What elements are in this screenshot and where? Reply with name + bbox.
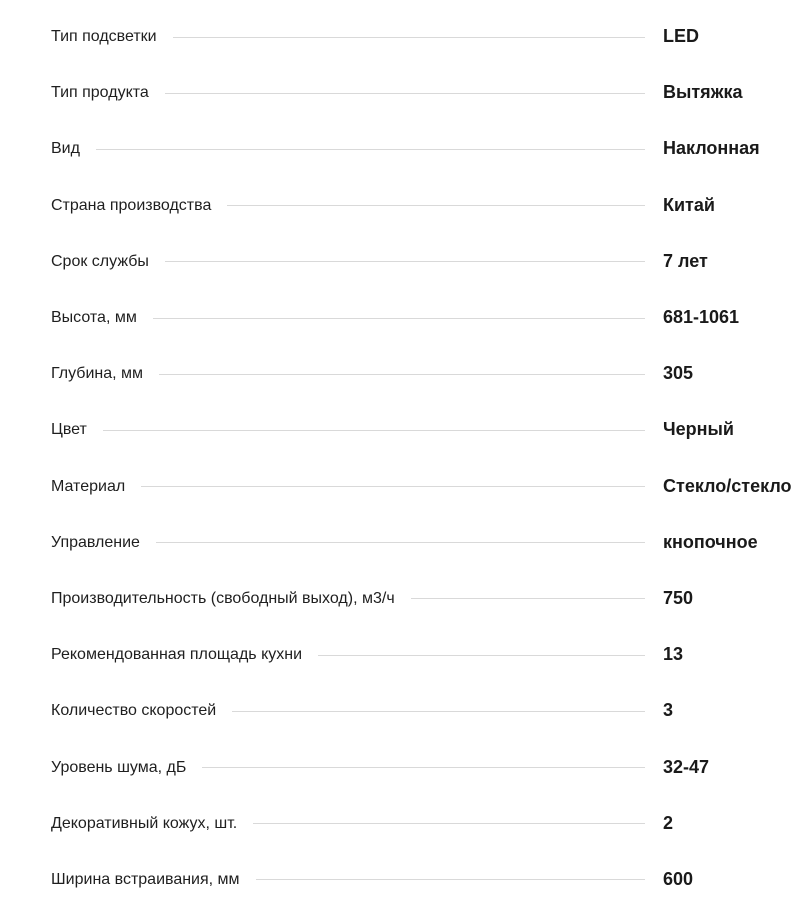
- spec-value: 3: [663, 700, 674, 721]
- spec-label: Страна производства: [51, 196, 212, 214]
- spec-value: Стекло/стекло: [663, 475, 792, 496]
- spec-leader-line: [153, 318, 645, 319]
- spec-leader-line: [411, 598, 645, 599]
- spec-label: Декоративный кожух, шт.: [51, 814, 238, 832]
- spec-row-material: [51, 459, 811, 515]
- spec-leader-line: [227, 205, 645, 206]
- spec-row-mounting-width: [51, 852, 811, 908]
- spec-value: 600: [663, 868, 694, 889]
- spec-row-product-type: [51, 65, 811, 121]
- spec-row-performance: [51, 571, 811, 627]
- spec-label: Рекомендованная площадь кухни: [51, 646, 303, 664]
- spec-label: Управление: [51, 533, 140, 551]
- spec-row-kitchen-area: [51, 627, 811, 683]
- spec-value: 305: [663, 363, 694, 384]
- spec-label: Производительность (свободный выход), м3/ч: [51, 589, 395, 607]
- spec-label: Тип продукта: [51, 84, 149, 102]
- spec-value: Наклонная: [663, 138, 760, 159]
- spec-row-color: [51, 402, 811, 458]
- spec-value: 750: [663, 587, 694, 608]
- spec-row-backlight-type: [51, 9, 811, 65]
- spec-row-speeds: [51, 683, 811, 739]
- spec-value: 7 лет: [663, 250, 708, 271]
- spec-value: 681-1061: [663, 307, 740, 328]
- spec-value: 32-47: [663, 756, 710, 777]
- spec-row-height: [51, 290, 811, 346]
- spec-leader-line: [165, 261, 645, 262]
- spec-row-decorative-cover: [51, 796, 811, 852]
- spec-value: Китай: [663, 194, 715, 215]
- spec-leader-line: [103, 430, 645, 431]
- spec-leader-line: [96, 149, 645, 150]
- spec-value: Вытяжка: [663, 82, 743, 103]
- spec-row-kind: [51, 121, 811, 177]
- spec-label: Тип подсветки: [51, 28, 157, 46]
- spec-value: 2: [663, 812, 674, 833]
- spec-label: Уровень шума, дБ: [51, 758, 187, 776]
- spec-value: LED: [663, 26, 699, 47]
- spec-value: кнопочное: [663, 531, 758, 552]
- spec-leader-line: [256, 879, 645, 880]
- spec-label: Материал: [51, 477, 126, 495]
- specifications-list: [51, 9, 811, 908]
- spec-row-service-life: [51, 234, 811, 290]
- spec-label: Цвет: [51, 421, 87, 439]
- spec-leader-line: [156, 542, 645, 543]
- spec-leader-line: [141, 486, 645, 487]
- spec-leader-line: [232, 711, 645, 712]
- spec-label: Вид: [51, 140, 80, 158]
- spec-label: Высота, мм: [51, 309, 137, 327]
- spec-row-control: [51, 515, 811, 571]
- spec-leader-line: [253, 823, 645, 824]
- spec-leader-line: [159, 374, 645, 375]
- spec-label: Количество скоростей: [51, 702, 217, 720]
- spec-row-country: [51, 178, 811, 234]
- spec-label: Ширина встраивания, мм: [51, 870, 240, 888]
- spec-leader-line: [318, 655, 645, 656]
- spec-value: 13: [663, 644, 684, 665]
- spec-leader-line: [173, 37, 645, 38]
- spec-label: Срок службы: [51, 252, 149, 270]
- spec-value: Черный: [663, 419, 734, 440]
- spec-leader-line: [165, 93, 645, 94]
- spec-label: Глубина, мм: [51, 365, 144, 383]
- spec-row-noise: [51, 739, 811, 795]
- spec-leader-line: [202, 767, 645, 768]
- spec-row-depth: [51, 346, 811, 402]
